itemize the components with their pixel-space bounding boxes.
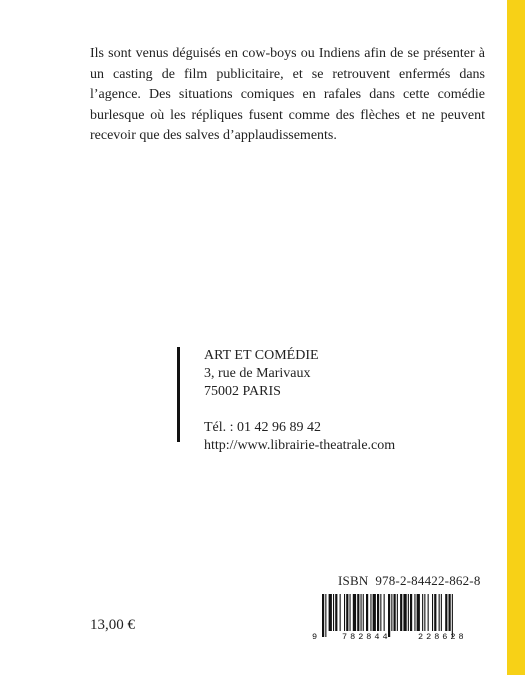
barcode-bar (361, 594, 362, 631)
publisher-phone: Tél. : 01 42 96 89 42 (204, 420, 322, 435)
barcode-bar (325, 594, 326, 637)
barcode-bar (441, 594, 442, 631)
barcode-digits-left: 782844 (342, 632, 391, 641)
barcode-bar (403, 594, 406, 631)
publisher-website: http://www.librairie-theatrale.com (204, 438, 396, 453)
barcode-bar (350, 594, 351, 631)
publisher-name: ART ET COMÉDIE (204, 348, 319, 363)
barcode-bar (370, 594, 371, 631)
barcode-bar (391, 594, 392, 631)
barcode-bar (357, 594, 359, 631)
price: 13,00 € (90, 617, 135, 633)
barcode-bar (366, 594, 368, 631)
barcode-bar (377, 594, 379, 631)
barcode-bar (340, 594, 341, 631)
publisher-street: 3, rue de Marivaux (204, 366, 311, 381)
barcode-digits-right: 228628 (418, 632, 467, 641)
barcode-bar (417, 594, 420, 631)
barcode-bar (422, 594, 423, 631)
barcode-bar (432, 594, 433, 631)
barcode-bar (410, 594, 412, 631)
barcode-bar (353, 594, 356, 631)
barcode-bar (344, 594, 345, 631)
barcode-bar (414, 594, 415, 631)
barcode-bar (329, 594, 332, 631)
barcode-digit-lead: 9 (312, 632, 318, 641)
barcode-bar (424, 594, 425, 631)
barcode-bar (397, 594, 398, 631)
barcode-bar (408, 594, 409, 631)
barcode-bar (380, 594, 381, 631)
publisher-city: 75002 PARIS (204, 384, 281, 399)
barcode-bar (388, 594, 390, 637)
barcode-bar (322, 594, 324, 637)
barcode-bar (384, 594, 385, 631)
isbn-label: ISBN 978-2-84422-862-8 (338, 573, 481, 588)
barcode-bar (400, 594, 402, 631)
barcode-bar (363, 594, 364, 631)
barcode-bar (434, 594, 436, 631)
book-summary: Ils sont venus déguisés en cow-boys ou Indiens afin de se présenter à un casting de film publicitaire, et se retrouvent enfermés dans l’agence. Des situations comiques en rafales dans cette comédie burlesque où les répliques fusent comme des flèches et ne peuvent recevoir que des salves d’applaudissements. (90, 46, 485, 143)
barcode-bar (335, 594, 337, 631)
barcode-bar (445, 594, 447, 631)
barcode-bar (452, 594, 453, 637)
barcode-bar (333, 594, 334, 631)
barcode-bar (428, 594, 429, 631)
spacer (204, 401, 395, 419)
barcode-bar (346, 594, 348, 631)
publisher-block (177, 347, 396, 453)
barcode-bar (439, 594, 440, 631)
barcode-bar (394, 594, 396, 631)
barcode (310, 593, 498, 641)
barcode-bar (373, 594, 376, 631)
yellow-spine-stripe (507, 0, 525, 675)
barcode-bar (449, 594, 451, 631)
